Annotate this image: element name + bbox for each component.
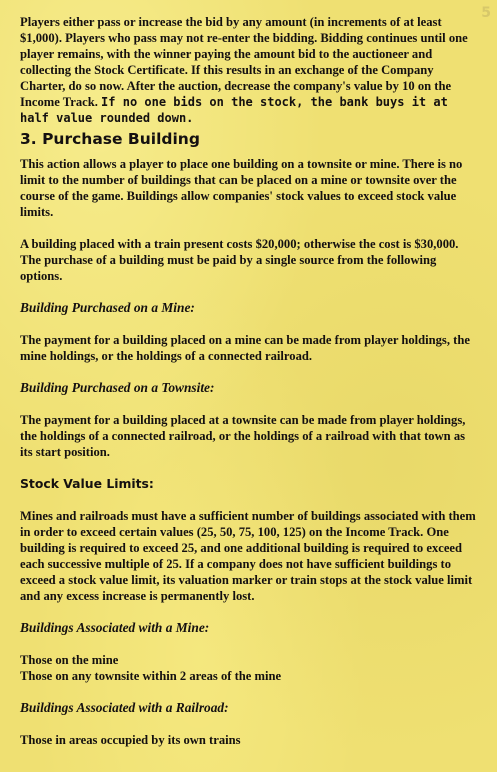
list-item: Those in areas occupied by its own trains xyxy=(20,733,241,747)
purchase-building-intro: This action allows a player to place one building on a townsite or mine. There is no limit to the number of buildings that can be placed on a mine or townsite over the course of the game. Buildings allow companies' stock values to exceed stock value limits. xyxy=(20,157,463,219)
mine-purchase-text: The payment for a building placed on a mine can be made from player holdings, the mine holdings, or the holdings of a connected railroad. xyxy=(20,333,470,363)
railroad-association-list xyxy=(20,732,480,748)
section-heading-purchase-building: 3. Purchase Building xyxy=(20,130,200,148)
stock-value-limits-heading: Stock Value Limits: xyxy=(20,476,154,491)
townsite-purchase-text: The payment for a building placed at a townsite can be made from player holdings, the holdings of a connected railroad, or the holdings of a railroad with that town as its start position. xyxy=(20,413,466,459)
auction-rules-text: Players either pass or increase the bid by any amount (in increments of at least $1,000). Players who pass may not re-enter the bidding. Bidding continues until one player remains, with the winner paying the amount bid to the auctioneer and collecting the Stock Certificate. If this results in an exchange of the Company Charter, do so now. After the auction, decrease the company's value by 10 on the Income Track. xyxy=(20,15,468,109)
mine-association-list xyxy=(20,652,480,684)
list-item: Those on any townsite within 2 areas of the mine xyxy=(20,669,282,683)
rules-page xyxy=(20,14,480,748)
stock-value-limits-text: Mines and railroads must have a sufficient number of buildings associated with them in order to exceed certain values (25, 50, 75, 100, 125) on the Income Track. One building is required to exceed 25, and one additional building is required to exceed each successive multiple of 25. If a company does not have sufficient buildings to exceed a stock value limit, its valuation marker or train stops at the stock value limit and any excess increase is permanently lost. xyxy=(20,509,476,603)
mine-purchase-heading: Building Purchased on a Mine: xyxy=(20,300,195,315)
mine-association-heading: Buildings Associated with a Mine: xyxy=(20,620,210,635)
auction-rules-note: If no one bids on the stock, the bank buys it at half value rounded down. xyxy=(20,95,448,125)
list-item: Those on the mine xyxy=(20,653,119,667)
purchase-building-cost: A building placed with a train present costs $20,000; otherwise the cost is $30,000. The purchase of a building must be paid by a single source from the following options. xyxy=(20,237,459,283)
railroad-association-heading: Buildings Associated with a Railroad: xyxy=(20,700,229,715)
townsite-purchase-heading: Building Purchased on a Townsite: xyxy=(20,380,215,395)
auction-rules-paragraph xyxy=(20,14,480,126)
page-number: 5 xyxy=(481,5,491,21)
